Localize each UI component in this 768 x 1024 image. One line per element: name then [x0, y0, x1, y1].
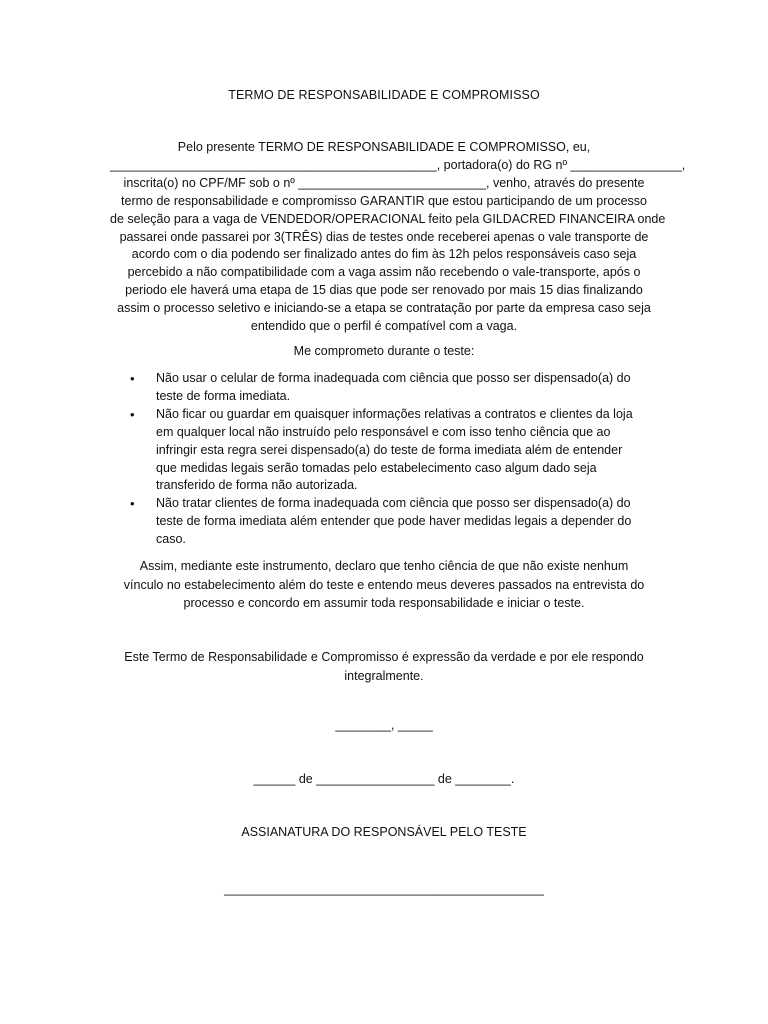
list-item-line: Não usar o celular de forma inadequada com ciência que posso ser dispensado(a) do: [156, 371, 631, 385]
document-title: TERMO DE RESPONSABILIDADE E COMPROMISSO: [228, 88, 540, 102]
signature-line: ______________________________________________: [224, 882, 544, 896]
list-item-line: em qualquer local não instruído pelo responsável e com isso tenho ciência que ao: [156, 424, 611, 439]
intro-line: percebido a não compatibilidade com a vaga assim não recebendo o vale-transporte, após o: [127, 265, 641, 280]
closing-line: Assim, mediante este instrumento, declaro que tenho ciência de que não existe nenhum: [139, 559, 629, 573]
intro-line: _______________________________________________, portadora(o) do RG nº ________________,: [110, 157, 686, 172]
intro-paragraph: [110, 139, 686, 336]
list-item: [124, 370, 664, 406]
intro-line: Pelo presente TERMO DE RESPONSABILIDADE E COMPROMISSO, eu,: [177, 140, 591, 154]
intro-line: inscrita(o) no CPF/MF sob o nº ___________________________, venho, através do presente: [123, 175, 645, 190]
list-item-line: teste de forma imediata além entender que pode haver medidas legais a depender do: [156, 514, 632, 529]
list-item-line: teste de forma imediata.: [156, 388, 291, 403]
list-item-line: infringir esta regra serei dispensado(a) do teste de forma imediata além de entender: [156, 442, 623, 457]
intro-line: passarei onde passarei por 3(TRÊS) dias de testes onde receberei apenas o vale transporte de: [119, 229, 649, 244]
closing-paragraph: [100, 557, 668, 613]
list-item: [124, 406, 664, 496]
signature-label: ASSIANATURA DO RESPONSÁVEL PELO TESTE: [241, 825, 527, 839]
closing-line: processo e concordo em assumir toda responsabilidade e iniciar o teste.: [183, 596, 585, 611]
intro-line: entendido que o perfil é compatível com a vaga.: [250, 319, 518, 334]
statement-paragraph: [100, 648, 668, 685]
list-item-line: Não tratar clientes de forma inadequada com ciência que posso ser dispensado(a) do: [156, 496, 631, 511]
intro-line: acordo com o dia podendo ser finalizado antes do fim às 12h pelos responsáveis caso seja: [131, 247, 637, 262]
statement-line: Este Termo de Responsabilidade e Compromisso é expressão da verdade e por ele respondo: [124, 650, 644, 664]
list-item-line: que medidas legais serão tomadas pelo estabelecimento caso algum dado seja: [156, 460, 597, 475]
bullet-icon: •: [130, 496, 135, 512]
bullet-icon: •: [130, 371, 135, 386]
place-blank-line: ________, _____: [335, 718, 433, 732]
bullet-icon: •: [130, 406, 135, 422]
closing-line: vínculo no estabelecimento além do teste e entendo meus deveres passados na entrevista do: [123, 577, 645, 592]
list-item: [124, 495, 664, 549]
list-item-line: transferido de forma não autorizada.: [156, 478, 358, 493]
intro-line: periodo ele haverá uma etapa de 15 dias que pode ser renovado por mais 15 dias finalizando: [125, 283, 643, 298]
list-item-line: Não ficar ou guardar em quaisquer informações relativas a contratos e clientes da loja: [156, 406, 633, 421]
intro-line: assim o processo seletivo e iniciando-se a etapa se contratação por parte da empresa caso seja: [117, 301, 651, 316]
list-item-line: caso.: [156, 532, 186, 547]
statement-line: integralmente.: [344, 668, 424, 683]
date-blank-line: ______ de _________________ de ________.: [253, 772, 515, 786]
commitment-list: [124, 370, 664, 549]
commitment-heading: Me comprometo durante o teste:: [293, 344, 475, 358]
intro-line: de seleção para a vaga de VENDEDOR/OPERACIONAL feito pela GILDACRED FINANCEIRA onde: [110, 211, 666, 226]
intro-line: termo de responsabilidade e compromisso GARANTIR que estou participando de um processo: [121, 193, 647, 208]
